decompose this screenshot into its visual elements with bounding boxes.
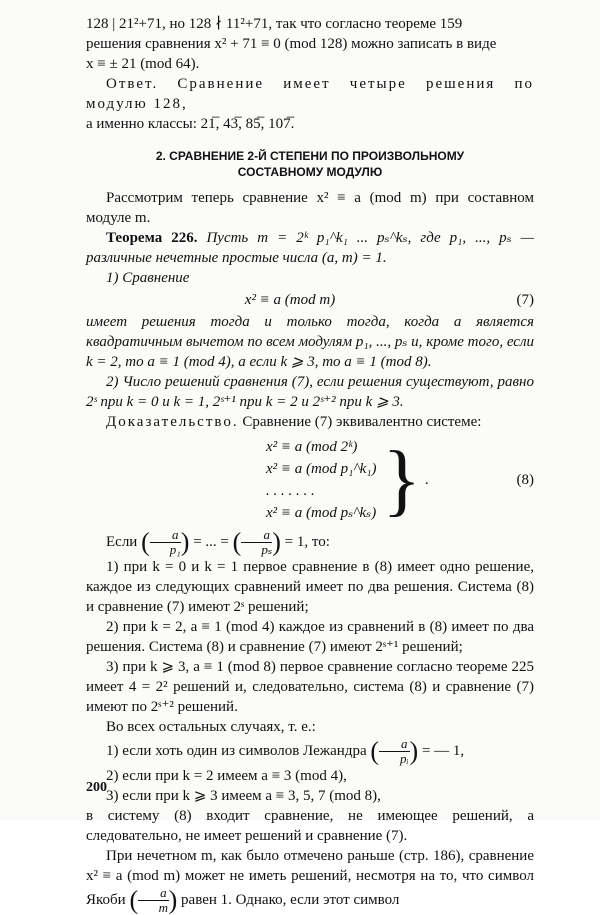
legendre-denominator: pₛ — [261, 542, 273, 557]
paren-open: ( — [141, 527, 150, 557]
paren-close: ) — [168, 885, 178, 915]
final-tail: равен 1. Однако, если этот символ — [177, 891, 400, 908]
final-text: При нечетном m, как было отмечено раньше (стр. 186), сравнение x² ≡ a (mod m) может не иметь решений, несмотря на то, что символ Якоби — [86, 848, 534, 908]
paren-open: ( — [232, 527, 242, 557]
system-row: . . . . . . . — [266, 483, 315, 499]
text-line: x ≡ ± 21 (mod 64). — [86, 56, 200, 72]
legendre-symbol — [379, 737, 410, 766]
text-line: а именно классы: 21̅, 43̅, 85̅, 107̅. — [86, 116, 295, 132]
paren-close: ) — [180, 527, 190, 557]
text-line: 128 | 21²+71, но 128 ∤ 11²+71, так что согласно теореме 159 — [86, 16, 463, 32]
equation-number: (8) — [516, 472, 534, 488]
other-case: 3) если при k ⩾ 3 имеем a ≡ 3, 5, 7 (mod 8), — [106, 788, 381, 804]
paren-close: ) — [272, 527, 281, 557]
case-item: 2) при k = 2, a ≡ 1 (mod 4) каждое из сравнений в (8) имеет по два решения. Система (8) и сравнение (7) имеют 2ˢ⁺¹ решений; — [86, 619, 534, 655]
formula: x² ≡ a (mod m) — [244, 292, 336, 308]
system-8 — [266, 436, 534, 524]
formula-7 — [86, 290, 534, 310]
section-title-line: СОСТАВНОМУ МОДУЛЮ — [237, 165, 383, 179]
equals-dots: = ... = — [189, 533, 233, 550]
section-title-line: 2. СРАВНЕНИЕ 2-Й СТЕПЕНИ ПО ПРОИЗВОЛЬНОМУ — [155, 149, 465, 163]
answer-line — [86, 74, 534, 114]
jacobi-symbol — [138, 886, 169, 915]
paren-open: ( — [370, 736, 380, 766]
jacobi-denominator: m — [158, 900, 169, 915]
if-line — [86, 528, 534, 557]
system-row: x² ≡ a (mod p₁^k₁) — [266, 461, 377, 477]
proof — [86, 412, 534, 432]
final-paragraph — [86, 846, 534, 915]
case-item: 3) при k ⩾ 3, a ≡ 1 (mod 8) первое сравнение согласно теореме 225 имеет 4 = 2² решений и, следовательно, система (8) и сравнение (7) имеют по 2ˢ⁺² решений. — [86, 659, 534, 715]
paragraph: Рассмотрим теперь сравнение x² ≡ a (mod m) при составном модуле m. — [86, 190, 534, 226]
legendre-numerator: a — [150, 528, 181, 543]
page-number: 200 — [86, 780, 107, 795]
legendre-numerator: a — [379, 737, 410, 752]
case-item: 1) при k = 0 и k = 1 первое сравнение в (8) имеет одно решение, каждое из следующих сравнений имеет по два решения. Система (8) и сравнение (7) имеют 2ˢ решений; — [86, 559, 534, 615]
theorem-item: 1) Сравнение — [106, 270, 190, 286]
system-rows — [266, 436, 377, 524]
legendre-denominator: p₁ — [169, 542, 181, 557]
system-period: . — [424, 472, 429, 488]
legendre-denominator: pᵢ — [400, 751, 409, 766]
legendre-symbol — [150, 528, 181, 557]
section-heading — [86, 148, 534, 180]
right-brace: } — [382, 436, 421, 524]
other-intro: Во всех остальных случаях, т. е.: — [106, 719, 316, 735]
other-case-text: 1) если хоть один из символов Лежандра — [106, 742, 367, 759]
other-case — [86, 737, 534, 766]
theorem-heading: Теорема 226. — [106, 230, 198, 246]
proof-text: Сравнение (7) эквивалентно системе: — [238, 414, 482, 430]
other-conclusion: в систему (8) входит сравнение, не имеющее решений, а следовательно, не имеет решений и сравнение (7). — [86, 808, 534, 844]
legendre-numerator: a — [241, 528, 272, 543]
paren-close: ) — [409, 736, 419, 766]
system-row: x² ≡ a (mod pₛ^kₛ) — [266, 505, 377, 521]
theorem-item: 2) Число решений сравнения (7), если решения существуют, равно 2ˢ при k = 0 и k = 1, 2ˢ⁺¹ при k = 2 и 2ˢ⁺² при k ⩾ 3. — [86, 374, 534, 410]
answer-text: Ответ. Сравнение имеет четыре решения по модулю 128, — [86, 76, 534, 112]
theorem-condition: имеет решения тогда и только тогда, когда a является квадратичным вычетом по всем модулям p₁, ..., pₛ и, кроме того, если k = 2, то a ≡ 1 (mod 4), а если k ⩾ 3, то a ≡ 1 (mod 8). — [86, 314, 534, 370]
if-word: Если — [106, 533, 138, 550]
proof-heading: Доказательство. — [106, 414, 239, 430]
text-line: решения сравнения x² + 71 ≡ 0 (mod 128) можно записать в виде — [86, 36, 497, 52]
other-case: 2) если при k = 2 имеем a ≡ 3 (mod 4), — [106, 768, 347, 784]
paren-open: ( — [129, 885, 139, 915]
other-case-tail: = — 1, — [418, 742, 465, 759]
equation-number: (7) — [516, 292, 534, 308]
system-row: x² ≡ a (mod 2ᵏ) — [266, 439, 358, 455]
legendre-symbol — [241, 528, 272, 557]
jacobi-numerator: a — [138, 886, 169, 901]
if-tail: = 1, то: — [280, 533, 330, 550]
theorem — [86, 228, 534, 268]
theorem-text: Пусть m = 2ᵏ p₁^k₁ ... pₛ^kₛ, где p₁, ..., pₛ — различные нечетные простые числа (a, m) = 1. — [86, 230, 534, 266]
